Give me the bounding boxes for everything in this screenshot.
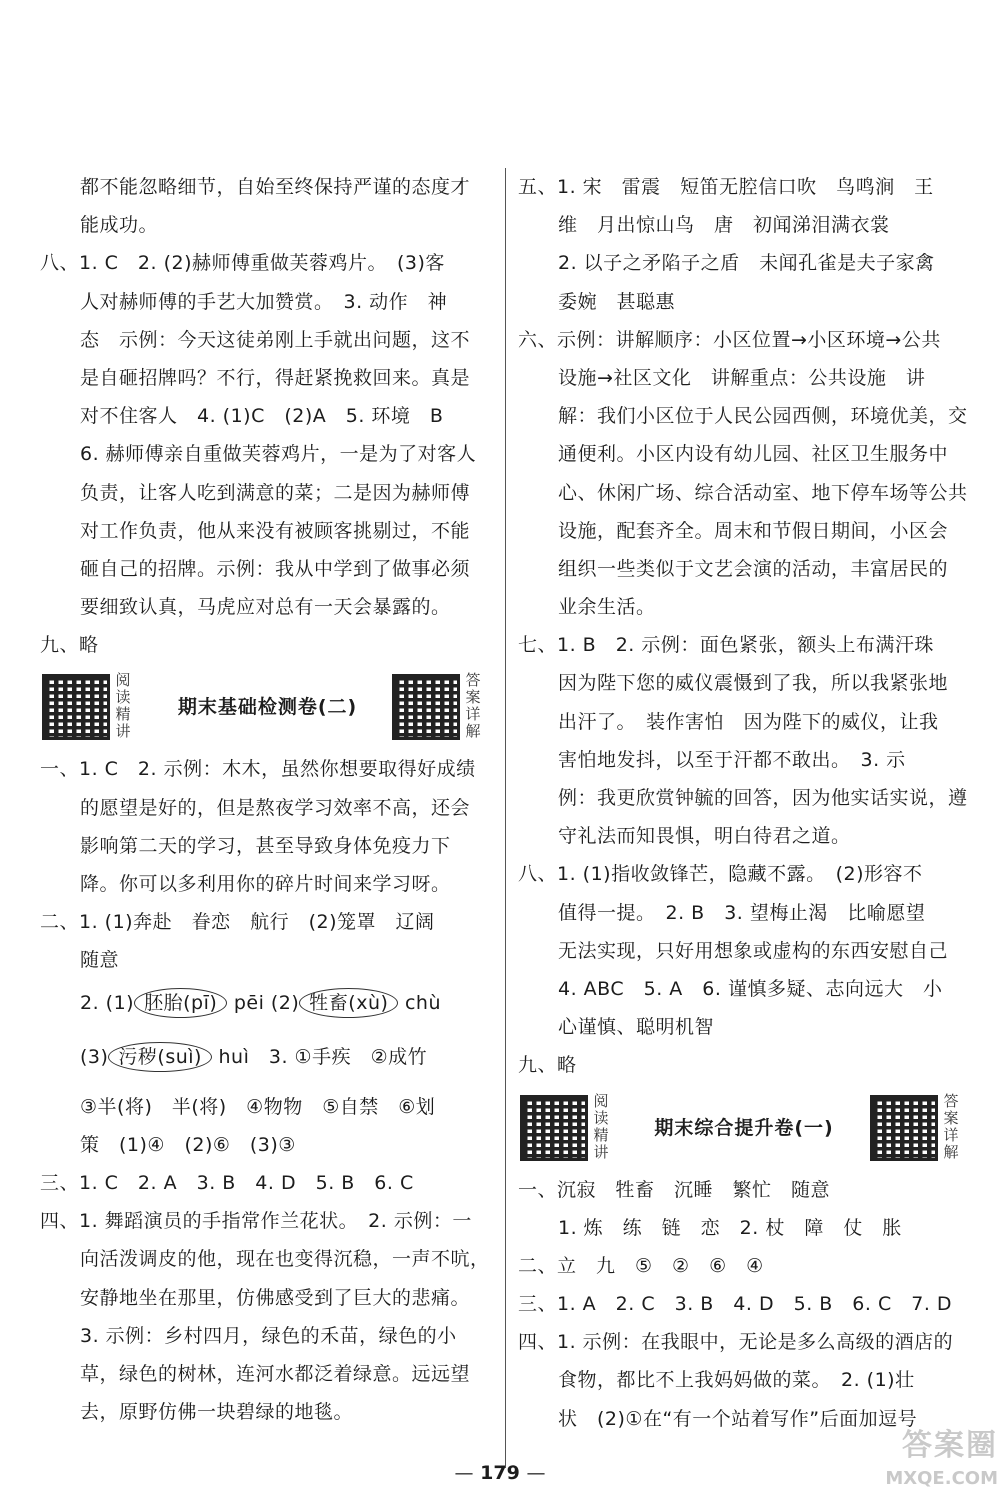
answer-line: 守礼法而知畏惧，明白待君之道。 — [558, 825, 851, 848]
answer-line: 业余生活。 — [558, 596, 656, 619]
answer-line: 对工作负责，他从来没有被顾客挑剔过，不能 — [80, 519, 471, 542]
answer-line: 设施→社区文化 讲解重点：公共设施 讲 — [558, 366, 926, 389]
answer-line: 三、1. A 2. C 3. B 4. D 5. B 6. C 7. D — [518, 1293, 953, 1316]
answer-line: 策 (1)④ (2)⑥ (3)③ — [80, 1133, 296, 1156]
qr-label-right: 答案详解 — [465, 671, 481, 741]
answer-line: 解：我们小区位于人民公园西侧，环境优美，交 — [558, 405, 968, 428]
answer-block-right-1 — [518, 168, 970, 1085]
answer-block-left-3 — [40, 1088, 495, 1432]
answer-line: 6. 赫师傅亲自重做芙蓉鸡片，一是为了对客人 — [80, 443, 477, 466]
answer-line: 1. 炼 练 链 恋 2. 杖 障 仗 胀 — [558, 1216, 902, 1239]
answer-line: 六、示例：讲解顺序：小区位置→小区环境→公共 — [518, 328, 941, 351]
answer-line: 因为陛下您的威仪震慑到了我，所以我紧张地 — [558, 672, 949, 695]
answer-line: 设施，配套齐全。周末和节假日期间，小区会 — [558, 519, 949, 542]
answer-line: 八、1. C 2. (2)赫师傅重做芙蓉鸡片。 (3)客 — [40, 252, 445, 275]
answer-line: 草，绿色的树林，连河水都泛着绿意。远远望 — [80, 1362, 471, 1385]
answer-line: 心、休闲广场、综合活动室、地下停车场等公共 — [558, 481, 968, 504]
qr-label-left: 阅读精讲 — [115, 671, 131, 741]
answer-line: 向活泼调皮的他，现在也变得沉稳，一声不吭， — [80, 1248, 490, 1271]
answer-line: 三、1. C 2. A 3. B 4. D 5. B 6. C — [40, 1171, 414, 1194]
answer-line: 九、略 — [40, 634, 99, 657]
answer-line: 无法实现，只好用想象或虚构的东西安慰自己 — [558, 939, 949, 962]
answer-line: 2. 以子之矛陷子之盾 未闻孔雀是夫子家禽 — [558, 252, 935, 275]
answer-block-left-2 — [40, 750, 495, 979]
watermark-logo: 答案圈 MXQE.COM — [885, 1428, 998, 1489]
answer-line: 4. ABC 5. A 6. 谨慎多疑、志向远大 小 — [558, 977, 943, 1000]
answer-line: 是自砸招牌吗？不行，得赶紧挽救回来。真是 — [80, 366, 471, 389]
answer-line: 随意 — [80, 949, 120, 972]
answer-line: 五、1. 宋 雷震 短笛无腔信口吹 鸟鸣涧 王 — [518, 176, 934, 198]
circled-answer-row: (3) 污秽(suì) huì 3. ①手疾 ②成竹 — [40, 1026, 495, 1088]
answer-line: 二、1. (1)奔赴 眷恋 航行 (2)笼罩 辽阔 — [40, 911, 435, 934]
left-column — [40, 168, 506, 1468]
circled-word: 污秽(suì) — [108, 1042, 212, 1072]
answer-line: 出汗了。 装作害怕 因为陛下的威仪，让我 — [558, 710, 939, 733]
answer-block-left-1 — [40, 168, 495, 664]
answer-line: 都不能忽略细节，自始至终保持严谨的态度才 — [80, 176, 471, 198]
answer-line: 食物，都比不上我妈妈做的菜。 2. (1)壮 — [558, 1369, 915, 1392]
answer-line: 负责，让客人吃到满意的菜；二是因为赫师傅 — [80, 481, 471, 504]
answer-line: 去，原野仿佛一块碧绿的地毯。 — [80, 1401, 354, 1424]
right-column — [518, 168, 970, 1438]
answer-line: 砸自己的招牌。示例：我从中学到了做事必须 — [80, 557, 471, 580]
answer-line: 七、1. B 2. 示例：面色紧张，额头上布满汗珠 — [518, 634, 934, 657]
answer-line: 委婉 甚聪惠 — [558, 290, 676, 313]
circled-word: 胚胎(pī) — [134, 988, 227, 1018]
section-header-right — [518, 1089, 970, 1167]
answer-line: 降。你可以多利用你的碎片时间来学习呀。 — [80, 873, 451, 895]
qr-code-icon — [870, 1095, 938, 1161]
qr-label-left: 阅读精讲 — [593, 1091, 609, 1161]
section-title: 期末基础检测卷(二) — [177, 696, 358, 719]
answer-line: 八、1. (1)指收敛锋芒，隐藏不露。 (2)形容不 — [518, 863, 923, 886]
answer-line: 影响第二天的学习，甚至导致身体免疫力下 — [80, 834, 451, 857]
answer-line: 要细致认真，马虎应对总有一天会暴露的。 — [80, 596, 451, 619]
answer-block-right-2 — [518, 1171, 970, 1438]
answer-line: 二、立 九 ⑤ ② ⑥ ④ — [518, 1254, 764, 1277]
section-title: 期末综合提升卷(一) — [654, 1116, 834, 1139]
answer-line: 安静地坐在那里，仿佛感受到了巨大的悲痛。 — [80, 1286, 471, 1309]
answer-line: 能成功。 — [80, 214, 159, 237]
answer-line: 的愿望是好的，但是熬夜学习效率不高，还会 — [80, 796, 471, 819]
answer-line: 一、沉寂 牲畜 沉睡 繁忙 随意 — [518, 1178, 831, 1201]
qr-label-right: 答案详解 — [943, 1091, 959, 1161]
answer-line: 例：我更欣赏钟毓的回答，因为他实话实说，遵 — [558, 787, 968, 809]
answer-line: 对不住客人 4. (1)C (2)A 5. 环境 B — [80, 405, 444, 428]
circled-word: 牲畜(xù) — [299, 988, 398, 1018]
answer-line: 四、1. 示例：在我眼中，无论是多么高级的酒店的 — [518, 1331, 954, 1354]
answer-line: 心谨慎、聪明机智 — [558, 1016, 715, 1039]
answer-line: 通便利。小区内设有幼儿园、社区卫生服务中 — [558, 443, 949, 466]
answer-line: 组织一些类似于文艺会演的活动，丰富居民的 — [558, 557, 949, 580]
answer-line: ③半(将) 半(将) ④物物 ⑤自禁 ⑥划 — [80, 1095, 436, 1118]
answer-line: 值得一提。 2. B 3. 望梅止渴 比喻愿望 — [558, 901, 926, 924]
answer-line: 人对赫师傅的手艺大加赞赏。 3. 动作 神 — [80, 290, 448, 313]
answer-line: 状 (2)①在“有一个站着写作”后面加逗号 — [558, 1407, 918, 1430]
page-number: — 179 — — [454, 1462, 546, 1484]
section-header-left — [40, 668, 495, 746]
answer-line: 态 示例：今天这徒弟刚上手就出问题，这不 — [80, 328, 471, 351]
answer-line: 一、1. C 2. 示例：木木，虽然你想要取得好成绩 — [40, 758, 476, 781]
circled-answer-row: 2. (1) 胚胎(pī) pēi (2) 牲畜(xù) chù — [40, 980, 495, 1026]
answer-line: 3. 示例：乡村四月，绿色的禾苗，绿色的小 — [80, 1324, 457, 1347]
answer-line: 维 月出惊山鸟 唐 初闻涕泪满衣裳 — [558, 214, 890, 237]
answer-line: 害怕地发抖，以至于汗都不敢出。 3. 示 — [558, 748, 906, 771]
answer-line: 四、1. 舞蹈演员的手指常作兰花状。 2. 示例：一 — [40, 1210, 472, 1233]
answer-line: 九、略 — [518, 1054, 577, 1077]
qr-code-icon — [392, 674, 460, 740]
